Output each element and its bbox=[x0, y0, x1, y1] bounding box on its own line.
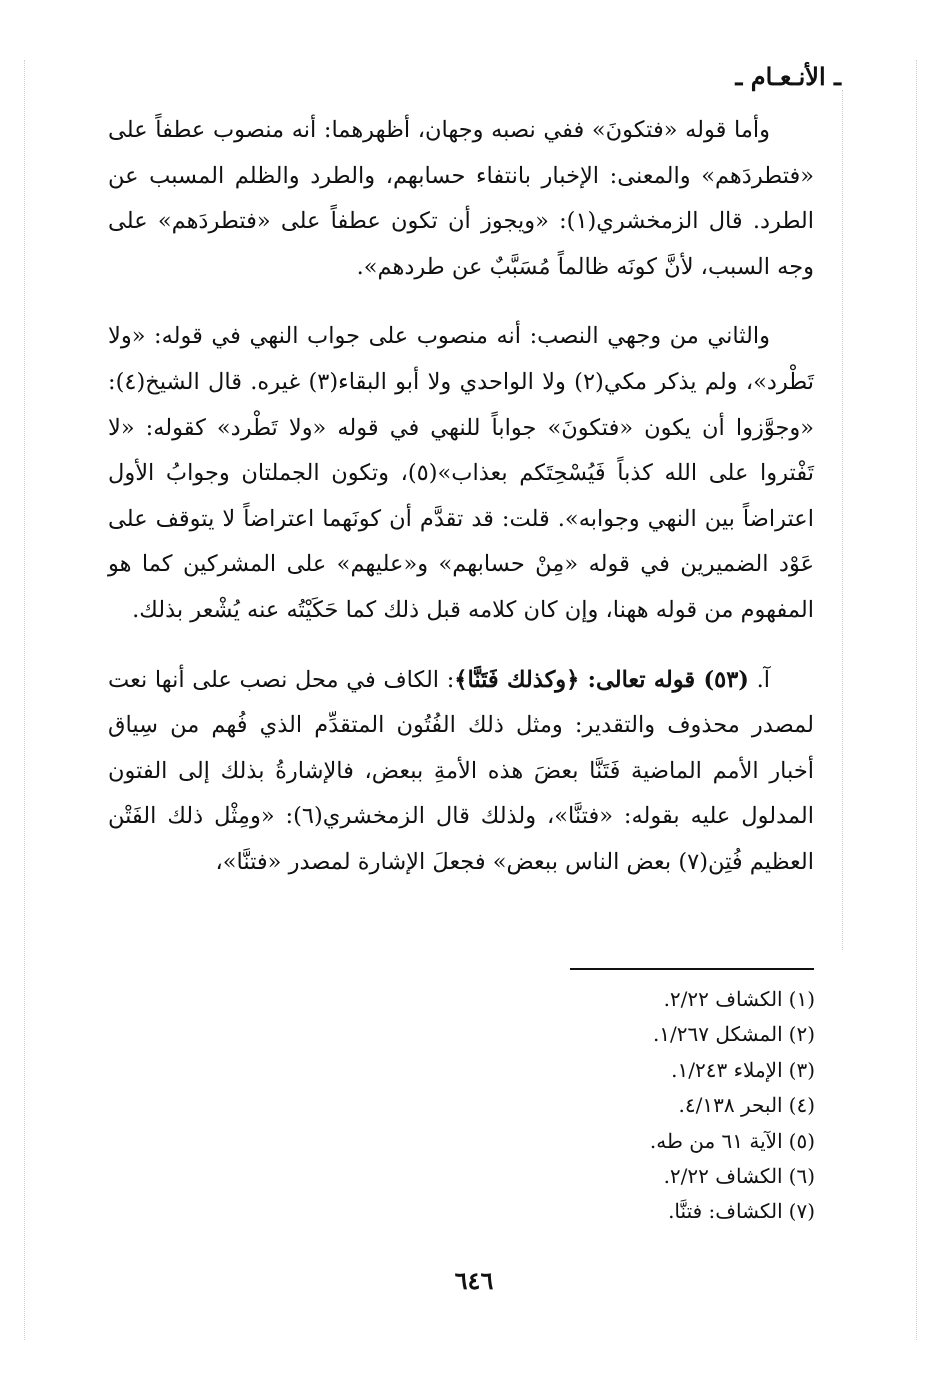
footnote-number: (٧) bbox=[788, 1199, 815, 1224]
footnote-text: الكشاف ٢/٢٢. bbox=[663, 987, 783, 1011]
page-number: ٦٤٦ bbox=[454, 1266, 494, 1295]
footnote-item bbox=[515, 1017, 815, 1052]
scan-dotted-line-left bbox=[24, 60, 25, 1340]
scan-dotted-line-inner bbox=[842, 90, 843, 950]
footnote-number: (١) bbox=[788, 987, 815, 1011]
footnotes-list bbox=[515, 982, 815, 1230]
paragraph-2: والثاني من وجهي النصب: أنه منصوب على جواب النهي في قوله: «ولا تَطْرد»، ولم يذكر مكي(٢) ولا الواحدي ولا أبو البقاء(٣) غيره. قال الشيخ(٤): «وجوَّزوا أن يكون «فتكونَ» جواباً للنهي في قوله «ولا تَطْرد» كقوله: «لا تَفْتروا على الله كذباً فَيُسْحِتَكم بعذاب»(٥)، وتكون الجملتان وجوابُ الأول اعتراضاً بين النهي وجوابه». قلت: قد تقدَّم أن كونَهما اعتراضاً لا يتوقف على عَوْد الضميرين في قوله «مِنْ حسابهم» و«عليهم» على المشركين كما هو المفهوم من قوله ههنا، وإن كان كلامه قبل ذلك كما حَكَيْتُه عنه يُشْعر بذلك. bbox=[108, 323, 815, 623]
footnote-text: الكشاف ٢/٢٢. bbox=[663, 1164, 783, 1189]
running-header: ـ الأنـعـام ـ bbox=[735, 62, 841, 91]
footnote-number: (٥) bbox=[788, 1128, 815, 1153]
footnote-text: المشكل ١/٢٦٧. bbox=[652, 1022, 783, 1047]
paragraph-1: وأما قوله «فتكونَ» ففي نصبه وجهان، أظهرهما: أنه منصوب عطفاً على «فتطردَهم» والمعنى: الإخبار بانتفاء حسابهم، والطرد والظلم المسبب عن الطرد. قال الزمخشري(١): «ويجوز أن تكون عطفاً على «فتطردَهم» على وجه السبب، لأنَّ كونَه ظالماً مُسَبَّبٌ عن طردهم». bbox=[108, 117, 815, 280]
footnote-separator bbox=[570, 968, 814, 970]
footnote-item bbox=[515, 1124, 815, 1159]
footnote-item bbox=[515, 1088, 815, 1123]
footnote-item bbox=[515, 1194, 815, 1229]
footnote-item bbox=[515, 1159, 815, 1194]
footnote-number: (٦) bbox=[788, 1164, 815, 1189]
scan-dotted-line-right bbox=[916, 60, 917, 1340]
paragraph-3-text: : الكاف في محل نصب على أنها نعت لمصدر محذوف والتقدير: ومثل ذلك الفُتُون المتقدِّم الذي فُهم من سِياق أخبار الأمم الماضية فَتَنَّا بعضَ هذه الأمةِ ببعض، فالإشارةُ بذلك إلى الفتون المدلول عليه بقوله: «فتنَّا»، ولذلك قال الزمخشري(٦): «ومِثْل ذلك الفَتْن العظيم فُتِن(٧) بعض الناس ببعض» فجعلَ الإشارة لمصدر «فتنَّا»، bbox=[108, 666, 814, 875]
main-text bbox=[108, 108, 814, 886]
footnote-text: البحر ٤/١٣٨. bbox=[678, 1093, 783, 1118]
footnote-number: (٤) bbox=[788, 1093, 815, 1118]
footnote-number: (٣) bbox=[788, 1057, 815, 1082]
footnote-text: الكشاف: فتنَّا. bbox=[668, 1199, 783, 1224]
paragraph-3 bbox=[108, 658, 814, 886]
verse-reference: (٥٣) قوله تعالى: ﴿وكذلك فَتَنَّا﴾ bbox=[454, 666, 749, 693]
footnote-text: الآية ٦١ من طه. bbox=[649, 1128, 783, 1153]
footnote-item bbox=[515, 1053, 815, 1088]
footnote-text: الإملاء ١/٢٤٣. bbox=[671, 1057, 783, 1082]
footnote-item bbox=[515, 982, 815, 1017]
paragraph-3-prefix: آ. bbox=[756, 666, 770, 693]
footnote-number: (٢) bbox=[788, 1022, 815, 1047]
